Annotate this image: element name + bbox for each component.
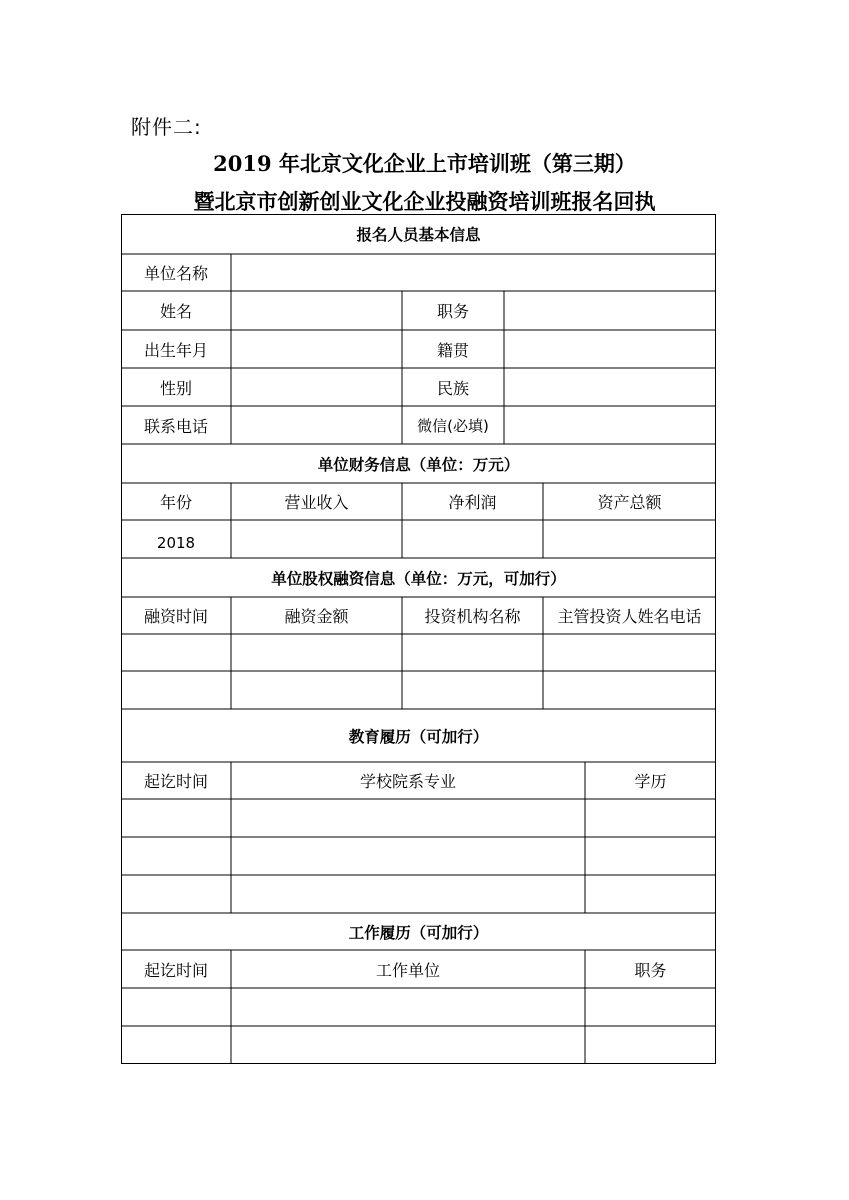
birth-date-field[interactable]	[231, 330, 402, 368]
org-name-label: 单位名称	[143, 264, 208, 283]
work-row-2-position[interactable]	[585, 1026, 716, 1064]
finance-year-value: 2018	[156, 534, 196, 552]
finance-header-total-assets: 资产总额	[597, 493, 662, 512]
registration-form-table	[121, 214, 716, 1064]
work-row-2-employer[interactable]	[231, 1026, 585, 1064]
wechat-label: 微信(必填)	[417, 416, 489, 435]
form-title-line-1: 2019 年北京文化企业上市培训班（第三期）	[213, 151, 636, 176]
equity-header-amount: 融资金额	[284, 607, 349, 626]
phone-label: 联系电话	[143, 416, 208, 436]
equity-row-1-investor-contact[interactable]	[543, 634, 716, 671]
work-header-period: 起讫时间	[143, 960, 208, 980]
education-row-3-period[interactable]	[121, 875, 231, 913]
education-header-degree: 学历	[634, 772, 667, 791]
equity-row-2-investor-contact[interactable]	[543, 671, 716, 709]
finance-header-year: 年份	[159, 493, 192, 512]
education-header-school: 学校院系专业	[359, 772, 456, 791]
equity-row-2-amount[interactable]	[231, 671, 402, 709]
equity-row-1-investor-org[interactable]	[402, 634, 543, 671]
work-row-1-employer[interactable]	[231, 988, 585, 1026]
form-title-line-2: 暨北京市创新创业文化企业投融资培训班报名回执	[193, 189, 656, 214]
education-row-3-school[interactable]	[231, 875, 585, 913]
gender-label: 性别	[159, 378, 192, 398]
phone-field[interactable]	[231, 406, 402, 444]
section-equity-heading: 单位股权融资信息（单位：万元，可加行）	[271, 569, 566, 588]
education-row-1-period[interactable]	[121, 799, 231, 837]
finance-revenue-field[interactable]	[231, 520, 402, 558]
native-place-label: 籍贯	[436, 340, 469, 360]
finance-header-net-profit: 净利润	[448, 493, 497, 512]
annex-label: 附件二:	[131, 115, 202, 139]
equity-header-time: 融资时间	[143, 607, 208, 626]
equity-header-investor-contact: 主管投资人姓名电话	[557, 607, 702, 626]
gender-field[interactable]	[231, 368, 402, 406]
equity-row-1-time[interactable]	[121, 634, 231, 671]
native-place-field[interactable]	[504, 330, 716, 368]
equity-header-investor-org: 投资机构名称	[424, 607, 521, 626]
position-label: 职务	[436, 302, 469, 321]
education-row-1-degree[interactable]	[585, 799, 716, 837]
ethnicity-field[interactable]	[504, 368, 716, 406]
education-row-2-degree[interactable]	[585, 837, 716, 875]
work-header-employer: 工作单位	[375, 960, 440, 980]
education-header-period: 起讫时间	[143, 772, 208, 791]
position-field[interactable]	[504, 291, 716, 330]
finance-header-revenue: 营业收入	[284, 493, 349, 512]
name-field[interactable]	[231, 291, 402, 330]
ethnicity-label: 民族	[436, 378, 469, 398]
org-name-field[interactable]	[231, 254, 716, 291]
finance-net-profit-field[interactable]	[402, 520, 543, 558]
work-row-2-period[interactable]	[121, 1026, 231, 1064]
equity-row-2-time[interactable]	[121, 671, 231, 709]
work-row-1-period[interactable]	[121, 988, 231, 1026]
education-row-2-period[interactable]	[121, 837, 231, 875]
education-row-2-school[interactable]	[231, 837, 585, 875]
work-row-1-position[interactable]	[585, 988, 716, 1026]
section-education-heading: 教育履历（可加行）	[348, 727, 489, 746]
education-row-3-degree[interactable]	[585, 875, 716, 913]
birth-date-label: 出生年月	[143, 340, 208, 360]
education-row-1-school[interactable]	[231, 799, 585, 837]
section-basic-info-heading: 报名人员基本信息	[356, 226, 481, 244]
wechat-field[interactable]	[504, 406, 716, 444]
section-work-heading: 工作履历（可加行）	[348, 923, 489, 942]
equity-row-1-amount[interactable]	[231, 634, 402, 671]
section-finance-heading: 单位财务信息（单位：万元）	[317, 455, 520, 474]
work-header-position: 职务	[634, 960, 667, 980]
equity-row-2-investor-org[interactable]	[402, 671, 543, 709]
finance-total-assets-field[interactable]	[543, 520, 716, 558]
name-label: 姓名	[159, 302, 192, 321]
